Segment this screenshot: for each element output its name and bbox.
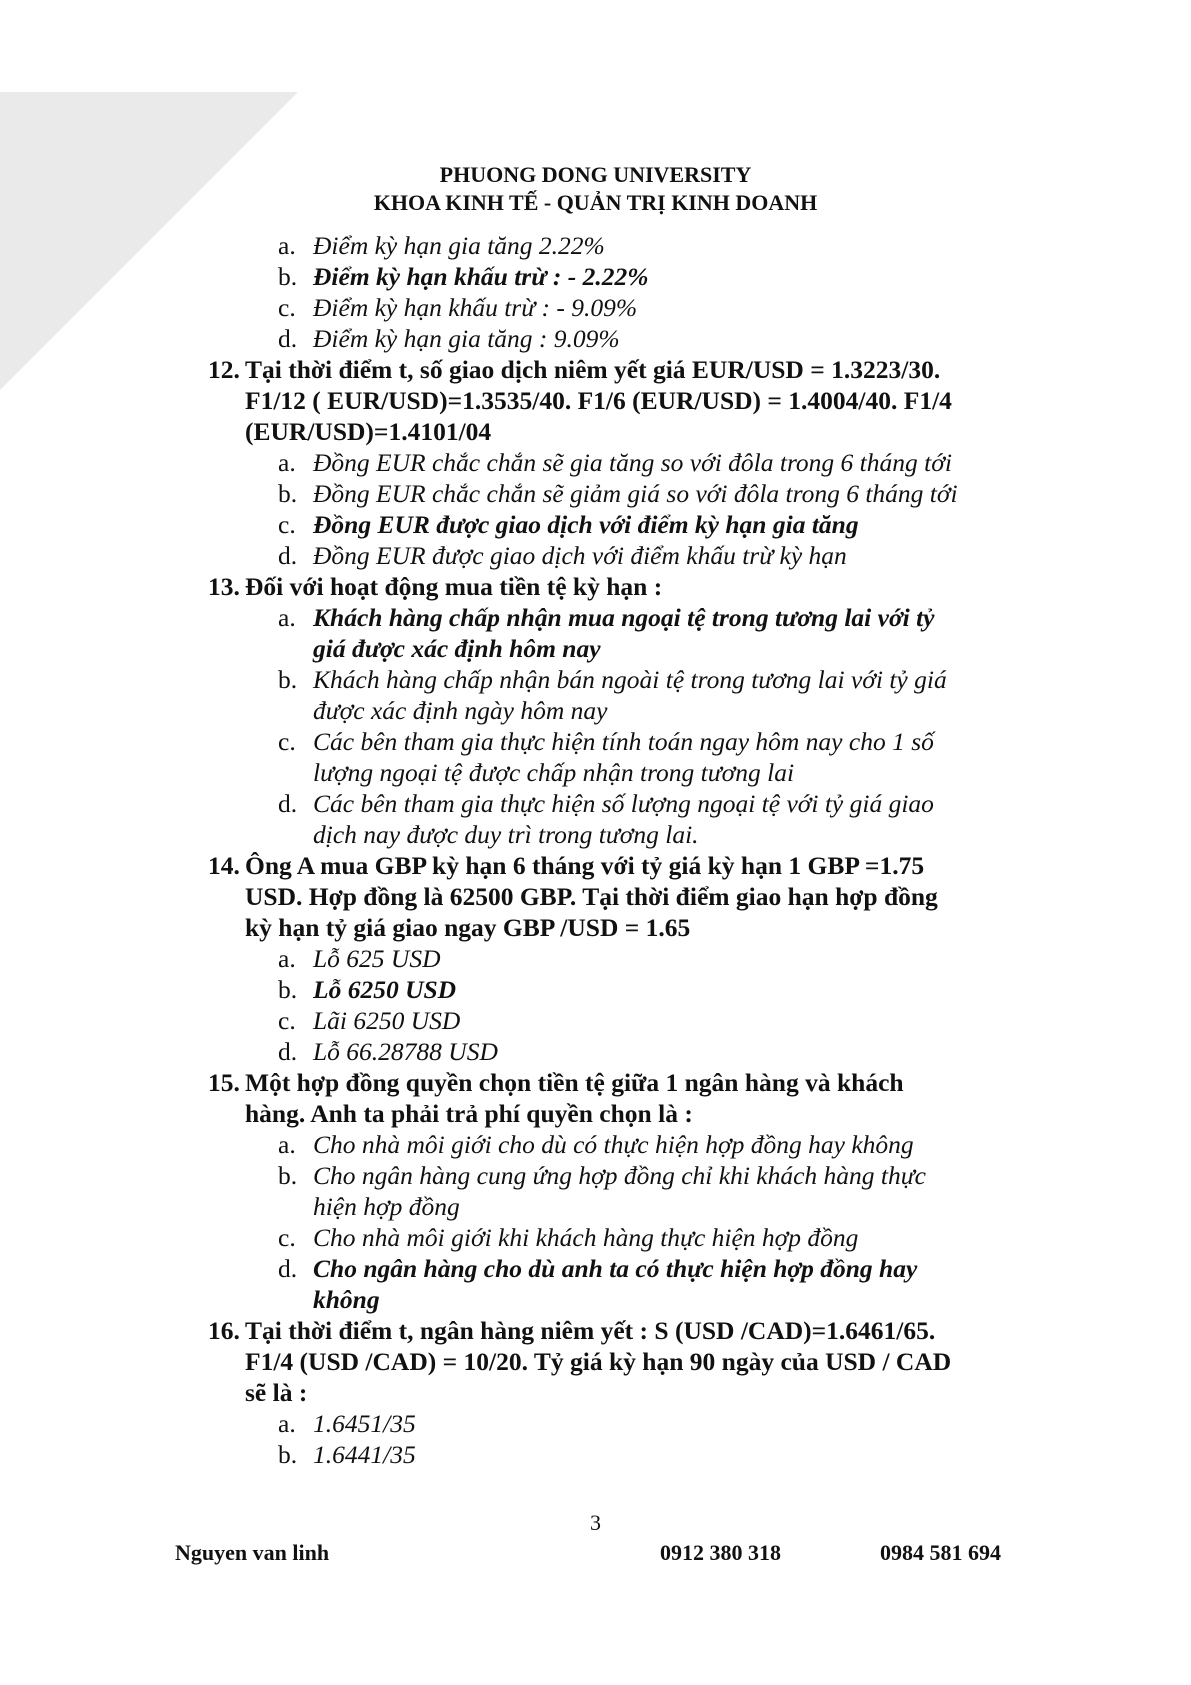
option-letter: b. [278,1440,298,1469]
option-text-line: giá được xác định hôm nay [313,634,601,663]
option-text-line: Đồng EUR chắc chắn sẽ gia tăng so với đôla trong 6 tháng tới [313,448,952,477]
question-14 [210,850,1010,943]
answer-option [210,943,1010,974]
option-text-line: dịch nay được duy trì trong tương lai. [313,820,699,849]
question-number: 15. [208,1068,240,1097]
question-text-line: Một hợp đồng quyền chọn tiền tệ giữa 1 ngân hàng và khách [245,1068,904,1097]
options-list [210,1129,1010,1315]
answer-option [210,726,1010,788]
option-text-line: Cho nhà môi giới khi khách hàng thực hiện hợp đồng [313,1223,859,1252]
option-letter: a. [278,448,296,477]
option-text-line: Lỗ 6250 USD [313,975,457,1004]
options-list [210,1408,1010,1470]
question-text-line: Tại thời điểm t, ngân hàng niêm yết : S (USD /CAD)=1.6461/65. [245,1316,936,1345]
option-letter: b. [278,975,298,1004]
option-letter: c. [278,510,296,539]
question-16 [210,1315,1010,1408]
answer-option-correct [210,602,1010,664]
question-15 [210,1067,1010,1129]
question-text-line: sẽ là : [245,1378,308,1407]
option-text: Điểm kỳ hạn khấu trừ : - 2.22% [313,262,649,291]
question-list [210,230,1010,1470]
answer-option [210,540,1010,571]
option-text-line: hiện hợp đồng [313,1192,460,1221]
option-letter: d. [278,324,298,353]
option-text-line: Các bên tham gia thực hiện tính toán ngay hôm nay cho 1 số [313,727,934,756]
option-letter: a. [278,231,296,260]
question-number: 14. [208,851,240,880]
answer-option [210,292,1010,323]
option-letter: a. [278,1130,296,1159]
answer-option [210,1439,1010,1470]
option-text-line: Khách hàng chấp nhận mua ngoại tệ trong tương lai với tỷ [313,603,935,632]
option-text: Điểm kỳ hạn khấu trừ : - 9.09% [313,293,638,322]
question-text-line: Ông A mua GBP kỳ hạn 6 tháng với tỷ giá kỳ hạn 1 GBP =1.75 [245,851,925,880]
option-text-line: không [313,1285,380,1314]
option-text-line: 1.6451/35 [313,1409,416,1438]
option-text-line: Cho ngân hàng cho dù anh ta có thực hiện hợp đồng hay [313,1254,918,1283]
continued-options [210,230,1010,354]
question-text-line: F1/4 (USD /CAD) = 10/20. Tỷ giá kỳ hạn 90 ngày của USD / CAD [245,1347,952,1376]
option-letter: b. [278,479,298,508]
options-list [210,943,1010,1067]
option-text-line: Cho nhà môi giới cho dù có thực hiện hợp đồng hay không [313,1130,914,1159]
question-number: 16. [208,1316,240,1345]
option-letter: c. [278,1006,296,1035]
options-list [210,602,1010,850]
answer-option [210,1222,1010,1253]
university-name: PHUONG DONG UNIVERSITY [439,162,752,187]
option-text-line: Các bên tham gia thực hiện số lượng ngoại tệ với tỷ giá giao [313,789,934,818]
footer-phone-1: 0912 380 318 [660,1540,781,1565]
option-text-line: Lỗ 66.28788 USD [313,1037,498,1066]
question-text-line: kỳ hạn tỷ giá giao ngay GBP /USD = 1.65 [245,913,691,942]
question-text-line: Tại thời điểm t, số giao dịch niêm yết giá EUR/USD = 1.3223/30. [245,355,941,384]
faculty-name: KHOA KINH TẾ - QUẢN TRỊ KINH DOANH [373,190,818,215]
question-text-line: hàng. Anh ta phải trả phí quyền chọn là : [245,1099,693,1128]
option-text-line: Khách hàng chấp nhận bán ngoài tệ trong tương lai với tỷ giá [313,665,947,694]
answer-option [210,1036,1010,1067]
question-text-line: USD. Hợp đồng là 62500 GBP. Tại thời điểm giao hạn hợp đồng [245,882,938,911]
answer-option-correct [210,509,1010,540]
option-letter: c. [278,727,296,756]
option-text-line: Cho ngân hàng cung ứng hợp đồng chỉ khi khách hàng thực [313,1161,926,1190]
option-letter: c. [278,293,296,322]
option-letter: b. [278,1161,298,1190]
option-text-line: Đồng EUR chắc chắn sẽ giảm giá so với đôla trong 6 tháng tới [313,479,958,508]
answer-option [210,447,1010,478]
question-text-line: Đối với hoạt động mua tiền tệ kỳ hạn : [245,572,663,601]
answer-option [210,788,1010,850]
question-12 [210,354,1010,447]
answer-option [210,1005,1010,1036]
answer-option [210,1160,1010,1222]
option-text-line: Đồng EUR được giao dịch với điểm kỳ hạn gia tăng [313,510,859,539]
footer-phone-2: 0984 581 694 [880,1540,1001,1565]
option-text-line: lượng ngoại tệ được chấp nhận trong tương lai [313,758,795,787]
answer-option [210,1129,1010,1160]
option-text-line: được xác định ngày hôm nay [313,696,608,725]
option-letter: d. [278,1037,298,1066]
answer-option-correct [210,974,1010,1005]
option-text-line: 1.6441/35 [313,1440,416,1469]
option-letter: d. [278,1254,298,1283]
question-text-line: (EUR/USD)=1.4101/04 [245,417,492,446]
question-number: 13. [208,572,240,601]
option-letter: c. [278,1223,296,1252]
option-text-line: Đồng EUR được giao dịch với điểm khấu trừ kỳ hạn [313,541,847,570]
answer-option [210,1408,1010,1439]
question-number: 12. [208,355,240,384]
page-number: 3 [590,1510,601,1535]
option-text: Điểm kỳ hạn gia tăng : 9.09% [313,324,620,353]
answer-option [210,230,1010,261]
option-text-line: Lãi 6250 USD [313,1006,461,1035]
answer-option [210,664,1010,726]
question-13 [210,571,1010,602]
answer-option-correct [210,261,1010,292]
options-list [210,447,1010,571]
option-text: Điểm kỳ hạn gia tăng 2.22% [313,231,605,260]
option-text-line: Lỗ 625 USD [313,944,441,973]
option-letter: d. [278,789,298,818]
option-letter: b. [278,665,298,694]
footer-author: Nguyen van linh [175,1540,330,1565]
option-letter: d. [278,541,298,570]
answer-option [210,323,1010,354]
question-text-line: F1/12 ( EUR/USD)=1.3535/40. F1/6 (EUR/USD) = 1.4004/40. F1/4 [245,386,952,415]
answer-option [210,478,1010,509]
option-letter: a. [278,944,296,973]
option-letter: a. [278,1409,296,1438]
answer-option-correct [210,1253,1010,1315]
option-letter: b. [278,262,298,291]
option-letter: a. [278,603,296,632]
